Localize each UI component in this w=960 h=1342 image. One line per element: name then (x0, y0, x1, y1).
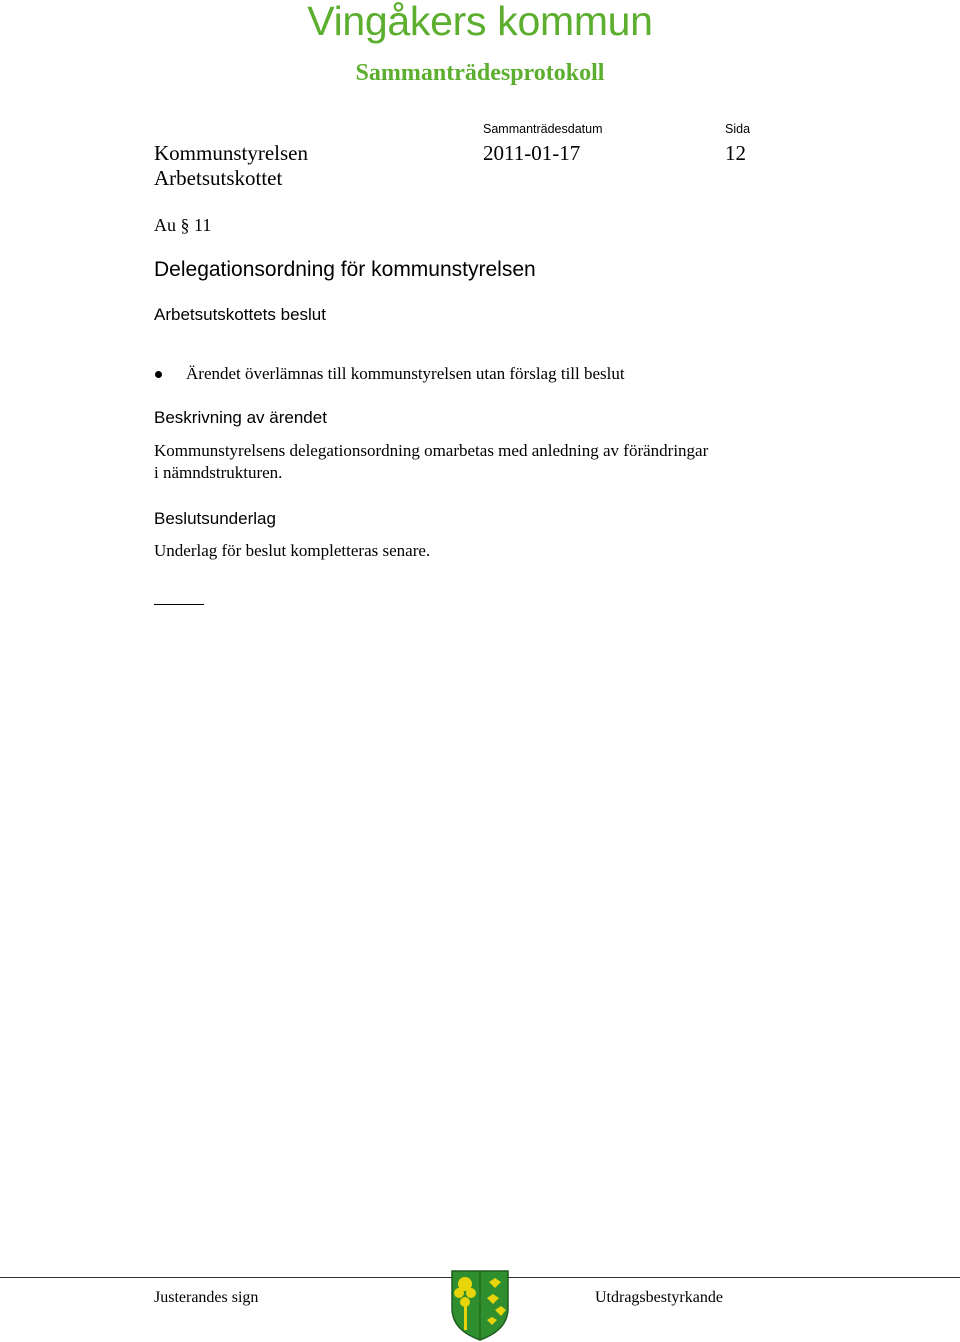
description-line-1: Kommunstyrelsens delegationsordning omarbetas med anledning av förändringar (154, 441, 709, 460)
decision-item: Ärendet överlämnas till kommunstyrelsen utan förslag till beslut (186, 364, 625, 383)
organization-name: Vingåkers kommun (307, 0, 653, 44)
body-name: Kommunstyrelsen (154, 141, 308, 165)
basis-heading: Beslutsunderlag (154, 509, 276, 528)
decision-heading: Arbetsutskottets beslut (154, 305, 326, 324)
end-rule (154, 604, 204, 605)
description-line-2: i nämndstrukturen. (154, 463, 283, 482)
municipal-coat-of-arms-icon (449, 1268, 511, 1342)
document-type: Sammanträdesprotokoll (355, 60, 605, 86)
meeting-date: 2011-01-17 (483, 141, 581, 165)
sub-body-name: Arbetsutskottet (154, 166, 283, 190)
basis-text: Underlag för beslut kompletteras senare. (154, 541, 431, 560)
section-title: Delegationsordning för kommunstyrelsen (154, 258, 536, 281)
section-number: Au § 11 (154, 215, 212, 235)
page-label: Sida (725, 122, 751, 136)
bullet-icon (155, 371, 162, 378)
description-heading: Beskrivning av ärendet (154, 408, 327, 427)
page-number: 12 (725, 141, 746, 165)
signature-label: Justerandes sign (154, 1289, 259, 1306)
date-label: Sammanträdesdatum (483, 122, 603, 136)
extract-label: Utdragsbestyrkande (595, 1289, 723, 1306)
